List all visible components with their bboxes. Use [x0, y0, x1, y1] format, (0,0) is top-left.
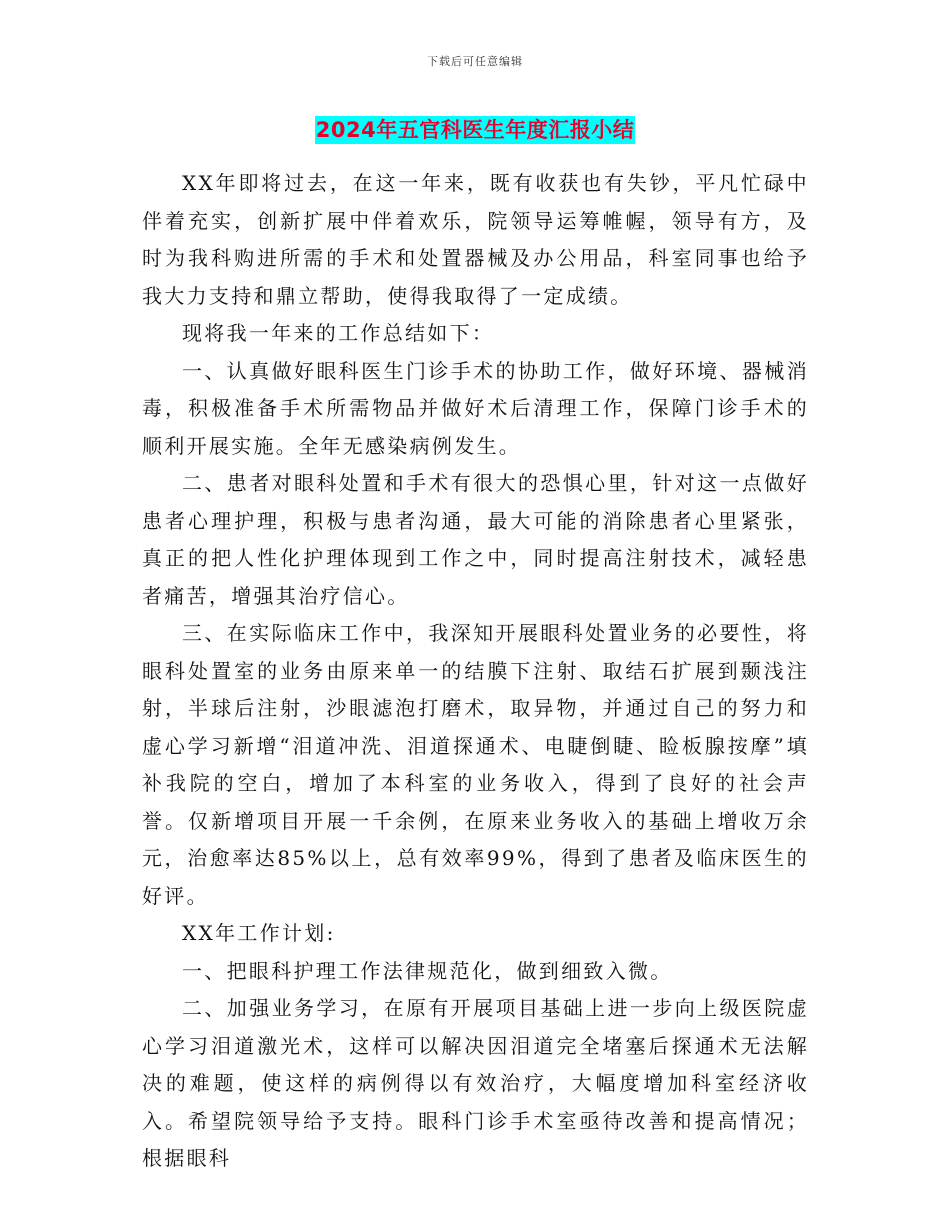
- paragraph-item-2: 二、患者对眼科处置和手术有很大的恐惧心里，针对这一点做好患者心理护理，积极与患者沟通，最大可能的消除患者心里紧张，真正的把人性化护理体现到工作之中，同时提高注射技术，减轻患者痛苦，增强其治疗信心。: [142, 471, 809, 608]
- paragraph-plan-heading: XX年工作计划:: [182, 921, 336, 945]
- document-title: 2024年五官科医生年度汇报小结: [315, 118, 635, 142]
- paragraph-intro: XX年即将过去，在这一年来，既有收获也有失钞，平凡忙碌中伴着充实，创新扩展中伴着欢乐，院领导运筹帷幄，领导有方，及时为我科购进所需的手术和处置器械及办公用品，科室同事也给予我大力支持和鼎立帮助，使得我取得了一定成绩。: [142, 171, 809, 308]
- paragraph-summary-lead: 现将我一年来的工作总结如下：: [182, 321, 495, 345]
- title-container: [0, 116, 950, 144]
- paragraph-plan-1: 一、把眼科护理工作法律规范化，做到细致入微。: [182, 958, 673, 983]
- document-body: [142, 165, 809, 1178]
- paragraph-item-3: 三、在实际临床工作中，我深知开展眼科处置业务的必要性，将眼科处置室的业务由原来单一的结膜下注射、取结石扩展到颞浅注射，半球后注射，沙眼滤泡打磨术，取异物，并通过自己的努力和虚心学习新增“泪道冲洗、泪道探通术、电睫倒睫、睑板腺按摩”填补我院的空白，增加了本科室的业务收入，得到了良好的社会声誉。仅新增项目开展一千余例，在原来业务收入的基础上增收万余元，治愈率达85%以上，总有效率99%，得到了患者及临床医生的好评。: [142, 621, 809, 908]
- paragraph-plan-2: 二、加强业务学习，在原有开展项目基础上进一步向上级医院虚心学习泪道激光术，这样可以解决因泪道完全堵塞后探通术无法解决的难题，使这样的病例得以有效治疗，大幅度增加科室经济收入。希望院领导给予支持。眼科门诊手术室亟待改善和提高情况；根据眼科: [142, 996, 809, 1170]
- page-header-note: 下载后可任意编辑: [427, 55, 523, 68]
- paragraph-item-1: 一、认真做好眼科医生门诊手术的协助工作，做好环境、器械消毒，积极准备手术所需物品并做好术后清理工作，保障门诊手术的顺利开展实施。全年无感染病例发生。: [142, 358, 809, 458]
